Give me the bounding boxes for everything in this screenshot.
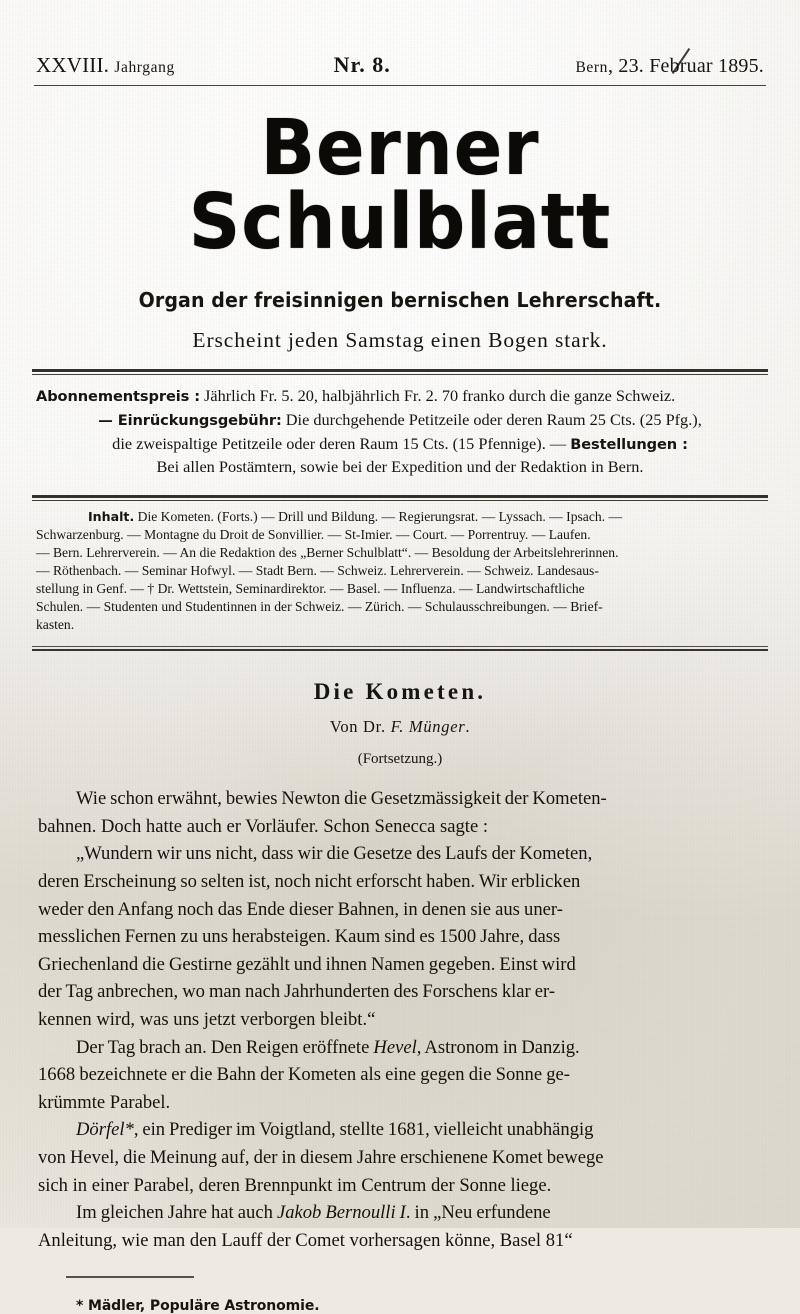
line-text: „Wundern wir uns nicht, dass wir die Gesetze des Laufs der Kometen,: [76, 843, 593, 865]
volume-label: Jahrgang: [114, 59, 175, 76]
price-line-3: [36, 432, 764, 456]
rule-bar-thick: [32, 369, 768, 372]
article-line: [38, 923, 762, 951]
article-paragraph: [38, 1034, 762, 1117]
line-text: Anleitung, wie man den Lauff der Comet vorhersagen könne, Basel 81“: [38, 1229, 573, 1251]
line-text: weder den Anfang noch das Ende dieser Bahnen, in denen sie aus uner-: [38, 898, 563, 920]
toc-line-4: — Röthenbach. — Seminar Hofwyl. — Stadt Bern. — Schweiz. Lehrerverein. — Schweiz. Landesaus-: [36, 563, 599, 579]
inhalt-top-rule: [32, 495, 768, 501]
line-text: deren Erscheinung so selten ist, noch nicht erforscht haben. Wir erblicken: [38, 870, 581, 892]
price-block-top-rule: [32, 369, 768, 375]
article-line: [38, 1089, 762, 1117]
price-line-2: [36, 408, 764, 432]
footnote-rule: [66, 1276, 194, 1277]
article-line: [38, 1006, 762, 1034]
article-line: [38, 1034, 762, 1062]
article-title: Die Kometen.: [313, 679, 487, 705]
line-text: messlichen Fernen zu uns herabsteigen. Kaum sind es 1500 Jahre, dass: [38, 926, 561, 948]
toc-line-3: — Bern. Lehrerverein. — An die Redaktion des „Berner Schulblatt“. — Besoldung der Arbeitslehrerinnen.: [36, 545, 619, 561]
line-text: bahnen. Doch hatte auch er Vorläufer. Schon Senecca sagte :: [38, 815, 489, 837]
line-text: sich in einer Parabel, deren Brennpunkt im Centrum der Sonne liege.: [38, 1174, 552, 1196]
issue-number: Nr. 8.: [333, 52, 391, 77]
price-line-1-text: Jährlich Fr. 5. 20, halbjährlich Fr. 2. 70 franko durch die ganze Schweiz.: [199, 386, 676, 406]
toc-label: Inhalt.: [88, 509, 135, 525]
line-text: 1668 bezeichnete er die Bahn der Kometen als eine gegen die Sonne ge-: [38, 1064, 570, 1086]
line-text: Wie schon erwähnt, bewies Newton die Gesetzmässigkeit der Kometen-: [76, 788, 607, 810]
line-text: , Astronom in Danzig.: [416, 1036, 580, 1058]
article-line: [38, 785, 762, 813]
masthead-rule: [34, 85, 766, 86]
place-and-date: [575, 55, 764, 78]
masthead-frequency: Erscheint jeden Samstag einen Bogen stark.: [192, 327, 608, 352]
place-name: Bern: [575, 59, 608, 76]
toc-line-6: Schulen. — Studenten und Studentinnen in der Schweiz. — Zürich. — Schulausschreibungen. — Brief-: [36, 598, 603, 614]
emphasis-name: Hevel: [373, 1036, 417, 1058]
article-line: [38, 1061, 762, 1089]
rule-bar-thin: [32, 374, 768, 375]
volume-info: [36, 53, 175, 78]
article-line: [38, 1227, 762, 1255]
article-top-rule: [32, 646, 768, 651]
article-paragraph: [38, 1199, 762, 1254]
toc-line-1-text: Die Kometen. (Forts.) — Drill und Bildung. — Regierungsrat. — Lyssach. — Ipsach. —: [134, 509, 623, 525]
price-label: Abonnementspreis :: [36, 388, 200, 406]
article-body: [38, 785, 762, 1254]
rule-bar-thin: [32, 500, 768, 501]
page-title: Berner Schulblatt: [188, 104, 612, 267]
article-line: [38, 978, 762, 1006]
article-line: [38, 868, 762, 896]
article-line: [38, 1199, 762, 1227]
article-line: [38, 1116, 762, 1144]
masthead-subtitle: Organ der freisinnigen bernischen Lehrerschaft.: [138, 287, 662, 312]
line-text: Griechenland die Gestirne gezählt und ihnen Namen gegeben. Einst wird: [38, 953, 576, 975]
line-text: Im gleichen Jahre hat auch: [76, 1202, 277, 1224]
line-text: der Tag anbrechen, wo man nach Jahrhunderten des Forschens klar er-: [38, 981, 556, 1003]
author-name: F. Münger: [390, 717, 466, 737]
line-text: von Hevel, die Meinung auf, der in diesem Jahre erschienene Komet bewege: [38, 1147, 604, 1169]
byline-suffix: .: [465, 717, 471, 737]
article-line: [38, 896, 762, 924]
masthead-topline: [30, 0, 770, 78]
insertion-fee-label: Einrückungsgebühr:: [117, 411, 282, 429]
emphasis-name: Jakob Bernoulli I: [276, 1202, 406, 1224]
volume-number: XXVIII.: [36, 53, 110, 77]
toc-line-5: stellung in Genf. — † Dr. Wettstein, Seminardirektor. — Basel. — Influenza. — Landwirtschaftliche: [36, 581, 585, 596]
article-paragraph: [38, 840, 762, 1033]
article-byline: [30, 717, 770, 737]
article-line: [38, 813, 762, 841]
line-text: Der Tag brach an. Den Reigen eröffnete: [76, 1036, 374, 1058]
article-line: [38, 840, 762, 868]
price-dash: —: [98, 411, 118, 429]
line-text: krümmte Parabel.: [38, 1091, 171, 1113]
byline-prefix: Von Dr.: [329, 717, 391, 737]
price-line-1: [36, 384, 764, 408]
article-paragraph: [38, 1116, 762, 1199]
line-text: kennen wird, was uns jetzt verborgen bleibt.“: [38, 1008, 376, 1030]
rule-bar-thick: [32, 495, 768, 498]
article-continuation-note: (Fortsetzung.): [357, 751, 443, 768]
article-paragraph: [38, 785, 762, 840]
article-line: [38, 1172, 762, 1200]
orders-label: Bestellungen :: [570, 435, 688, 453]
price-line-3-text: die zweispaltige Petitzeile oder deren Raum 15 Cts. (15 Pfennige). —: [112, 433, 571, 453]
table-of-contents: [36, 508, 764, 634]
rule-bar-thin: [32, 646, 768, 647]
line-text: . in „Neu erfundene: [405, 1202, 551, 1224]
issue-date: , 23. Februar 1895.: [608, 55, 764, 77]
price-line-2-text: Die durchgehende Petitzeile oder deren Raum 25 Cts. (25 Pfg.),: [281, 409, 702, 429]
emphasis-name: Dörfel*: [76, 1119, 134, 1141]
toc-line-1: [36, 508, 764, 526]
toc-line-7: kasten.: [36, 616, 75, 632]
toc-line-2: Schwarzenburg. — Montagne du Droit de Sonvillier. — St-Imier. — Court. — Porrentruy. — Laufen.: [36, 527, 591, 543]
subscription-price-block: [36, 384, 764, 479]
rule-bar-thick: [32, 649, 768, 651]
article-line: [38, 1144, 762, 1172]
article-footnote: * Mädler, Populäre Astronomie.: [76, 1297, 320, 1314]
article-line: [38, 951, 762, 979]
line-text: , ein Prediger im Voigtland, stellte 1681, vielleicht unabhängig: [133, 1119, 594, 1141]
price-line-4: Bei allen Postämtern, sowie bei der Expedition und der Redaktion in Bern.: [156, 457, 644, 477]
